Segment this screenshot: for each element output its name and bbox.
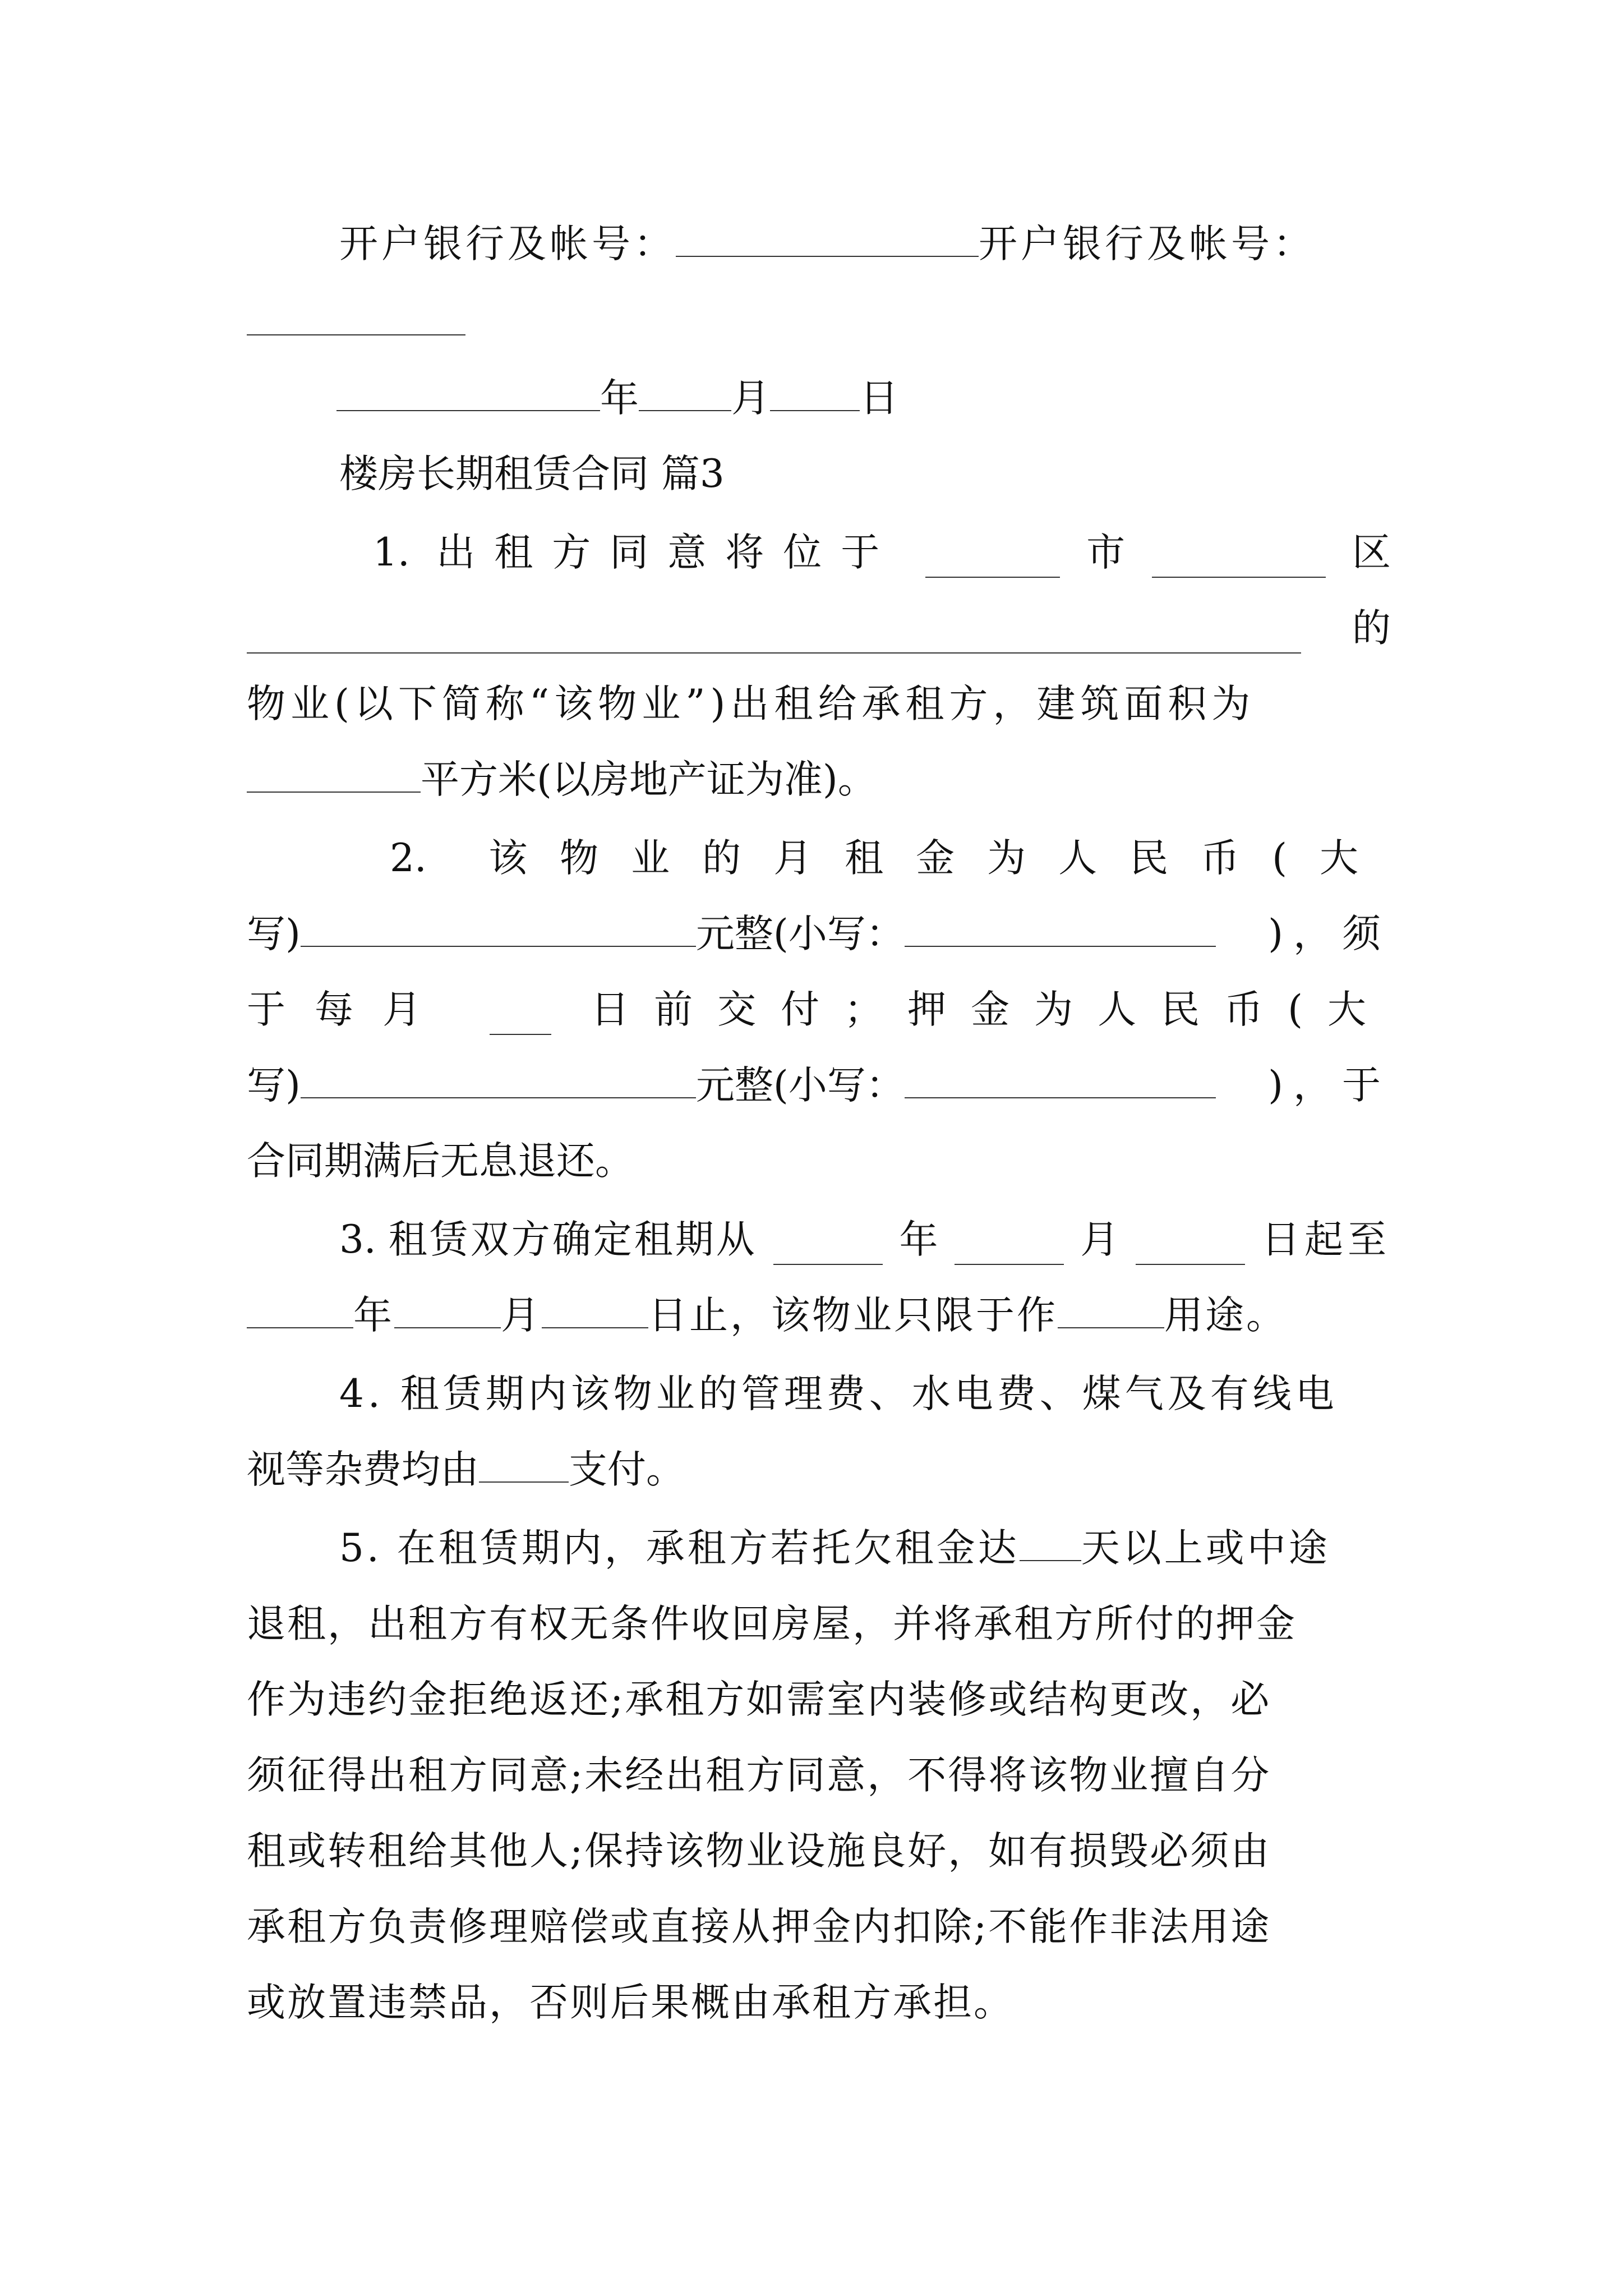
clause4-paid: 支付。 — [569, 1447, 685, 1492]
day-blank — [770, 374, 860, 411]
clause2-deposit-caps-blank — [301, 1061, 696, 1098]
clause3-day-to: 日起至 — [1261, 1217, 1391, 1262]
clause3-end-month-blank — [394, 1291, 501, 1328]
clause3-start-year-blank — [773, 1228, 883, 1265]
clause2-close-2: )，于 — [1268, 1063, 1391, 1108]
clause2-payday-blank — [490, 998, 551, 1035]
clause2-line5: 合同期满后无息退还。 — [247, 1139, 634, 1184]
date-day: 日 — [860, 376, 898, 421]
clause5-line5: 租或转租给其他人;保持该物业设施良好，如有损毁必须由 — [247, 1829, 1271, 1874]
clause3-end-year-blank — [247, 1291, 353, 1328]
date-year: 年 — [600, 376, 639, 421]
clause3-end-day-blank — [542, 1291, 648, 1328]
clause3-start-month-blank — [955, 1228, 1064, 1265]
clause2-line2 — [247, 909, 1391, 959]
clause5-line4: 须征得出租方同意;未经出租方同意，不得将该物业擅自分 — [247, 1753, 1271, 1798]
clause4-paid-by: 视等杂费均由 — [247, 1447, 479, 1492]
clause2-deposit-small-blank — [905, 1061, 1216, 1098]
bank-blank-left — [676, 220, 979, 257]
clause2-small-2: 元整(小写： — [695, 1063, 905, 1108]
year-blank — [336, 374, 600, 411]
bank-label-left: 开户银行及帐号： — [339, 222, 676, 266]
date-line — [336, 373, 1481, 424]
clause3-purpose: 用途。 — [1164, 1293, 1287, 1338]
clause1-line1 — [373, 527, 1391, 578]
section-title: 楼房长期租赁合同 篇3 — [339, 452, 725, 496]
clause4-line1: 4. 租赁期内该物业的管理费、水电费、煤气及有线电 — [339, 1372, 1338, 1416]
clause2-caps-2: 写) — [247, 1063, 301, 1108]
clause2-rent-small-blank — [905, 910, 1216, 947]
clause3-purpose-blank — [1058, 1291, 1164, 1328]
clause2-line4 — [247, 1060, 1391, 1111]
clause1-area-blank — [247, 756, 421, 793]
clause2-num: 2. — [390, 836, 427, 881]
clause1-district: 区 — [1352, 530, 1391, 575]
clause5-line6: 承租方负责修理赔偿或直接从押金内扣除;不能作非法用途 — [247, 1904, 1271, 1949]
clause1-city-blank — [925, 541, 1060, 578]
clause3-line1 — [339, 1214, 1391, 1265]
clause5-line1 — [339, 1523, 1391, 1573]
clause3-num: 3. — [339, 1217, 376, 1262]
clause1-of: 的 — [1352, 606, 1391, 651]
month-blank — [639, 374, 731, 411]
clause3-year-1: 年 — [899, 1217, 938, 1262]
clause3-lease-from: 租赁双方确定租期从 — [388, 1217, 757, 1262]
clause1-line3: 物业(以下简称“该物业”)出租给承租方，建筑面积为 — [247, 682, 1256, 726]
clause5-line3: 作为违约金拒绝返还;承租方如需室内装修或结构更改，必 — [247, 1677, 1271, 1722]
clause1-address-line — [247, 603, 1391, 654]
clause3-day-end: 日止，该物业只限于作 — [648, 1293, 1058, 1338]
clause3-month-1: 月 — [1080, 1217, 1119, 1262]
date-month: 月 — [731, 376, 770, 421]
clause2-deposit-text: 日前交付；押金为人民币(大 — [591, 987, 1391, 1032]
clause4-payer-blank — [479, 1446, 569, 1483]
clause5-or-early: 天以上或中途 — [1081, 1526, 1330, 1571]
clause2-text: 该物业的月租金为人民币(大 — [488, 836, 1391, 881]
clause3-year-2: 年 — [353, 1293, 394, 1338]
bank-blank-right — [247, 298, 465, 335]
clause2-caps-1: 写) — [247, 912, 301, 956]
clause1-num: 1. — [373, 530, 410, 575]
clause1-address-blank — [247, 616, 1301, 654]
clause2-line1 — [390, 833, 1391, 884]
clause1-area-unit: 平方米(以房地产证为准)。 — [421, 757, 877, 802]
clause2-monthly: 于每月 — [247, 987, 450, 1032]
clause1-district-blank — [1152, 541, 1326, 578]
clause2-line3 — [247, 984, 1391, 1035]
clause2-small-1: 元整(小写： — [695, 912, 905, 956]
clause1-line4 — [247, 754, 1391, 805]
clause3-start-day-blank — [1136, 1228, 1245, 1265]
clause5-days-blank — [1020, 1524, 1081, 1561]
clause2-rent-caps-blank — [301, 910, 696, 947]
bank-account-line — [339, 219, 1394, 269]
clause4-line2 — [247, 1444, 1391, 1495]
clause3-line2 — [247, 1290, 1391, 1341]
clause1-city: 市 — [1086, 530, 1126, 575]
clause1-text: 出租方同意将位于 — [436, 530, 899, 575]
clause5-line7: 或放置违禁品，否则后果概由承租方承担。 — [247, 1980, 1014, 2025]
bank-account-continuation — [247, 297, 1391, 348]
clause5-arrears: 5. 在租赁期内，承租方若托欠租金达 — [339, 1526, 1020, 1571]
clause3-month-2: 月 — [501, 1293, 542, 1338]
clause5-line2: 退租，出租方有权无条件收回房屋，并将承租方所付的押金 — [247, 1602, 1297, 1646]
bank-label-right: 开户银行及帐号： — [979, 222, 1315, 266]
clause2-close-1: )，须 — [1268, 912, 1391, 956]
